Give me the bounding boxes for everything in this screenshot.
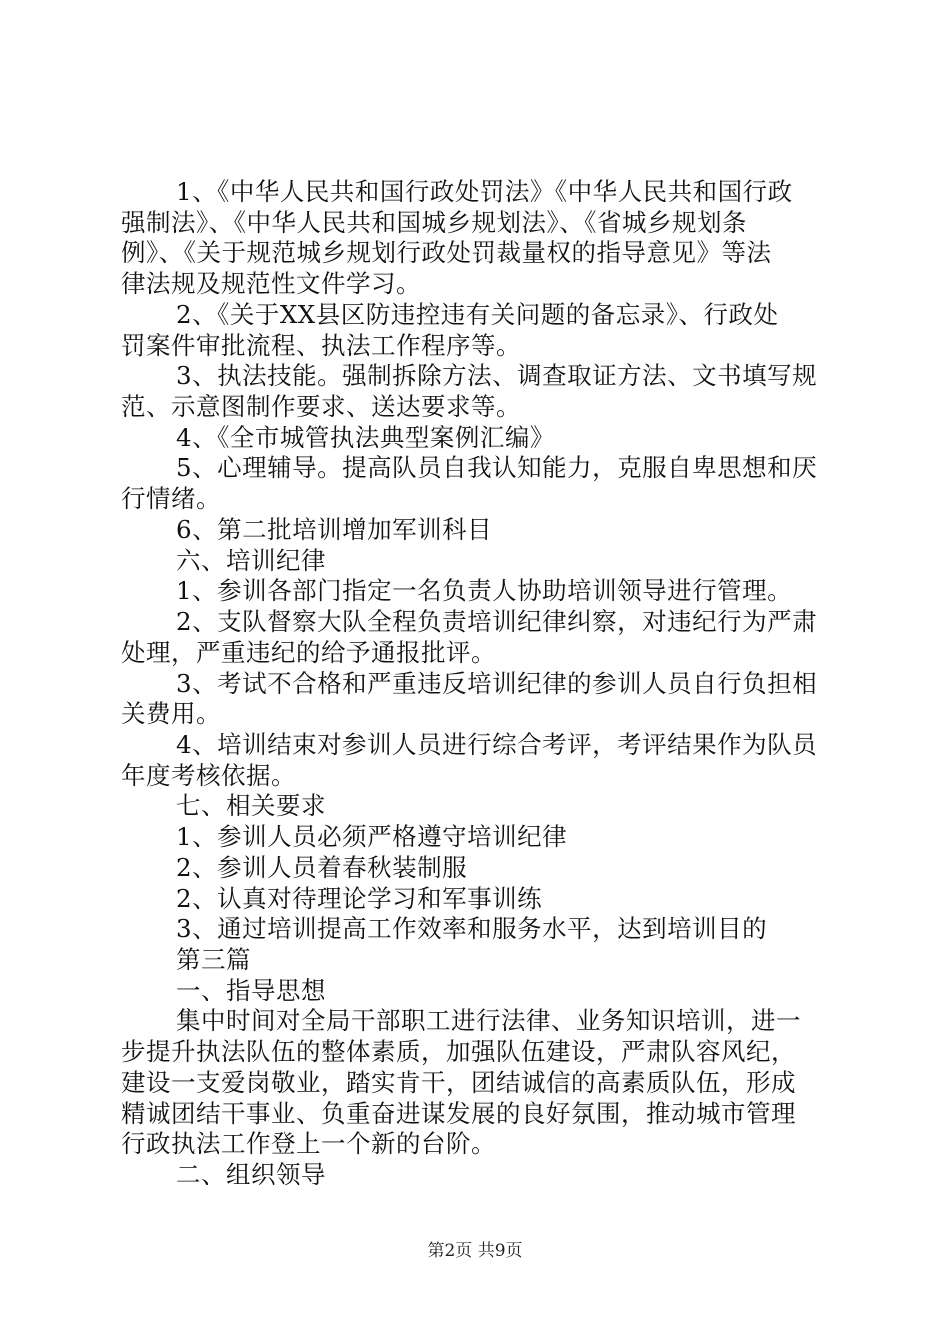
text-line: 集中时间对全局干部职工进行法律、业务知识培训，进一 <box>176 1006 801 1035</box>
text-line: 年度考核依据。 <box>121 761 296 790</box>
text-line: 2、《关于XX县区防违控违有关问题的备忘录》、行政处 <box>176 300 779 329</box>
text-line: 强制法》、《中华人民共和国城乡规划法》、《省城乡规划条 <box>121 208 747 237</box>
text-line: 1、参训各部门指定一名负责人协助培训领导进行管理。 <box>176 576 793 605</box>
text-line: 步提升执法队伍的整体素质，加强队伍建设，严肃队容风纪， <box>121 1037 796 1066</box>
text-line: 3、考试不合格和严重违反培训纪律的参训人员自行负担相 <box>176 669 818 698</box>
text-line: 1、参训人员必须严格遵守培训纪律 <box>176 822 568 851</box>
section-heading: 二、组织领导 <box>176 1160 326 1189</box>
text-line: 例》、《关于规范城乡规划行政处罚裁量权的指导意见》等法 <box>121 238 772 267</box>
text-line: 3、通过培训提高工作效率和服务水平，达到培训目的 <box>176 914 768 943</box>
section-heading: 一、指导思想 <box>176 976 326 1005</box>
text-line: 2、支队督察大队全程负责培训纪律纠察，对违纪行为严肃 <box>176 607 818 636</box>
text-line: 4、《全市城管执法典型案例汇编》 <box>176 423 555 452</box>
text-line: 2、认真对待理论学习和军事训练 <box>176 884 543 913</box>
text-line: 罚案件审批流程、执法工作程序等。 <box>121 331 521 360</box>
part-heading: 第三篇 <box>176 945 251 974</box>
text-line: 3、执法技能。强制拆除方法、调查取证方法、文书填写规 <box>176 361 818 390</box>
text-line: 行情绪。 <box>121 484 221 513</box>
text-line: 2、参训人员着春秋装制服 <box>176 853 468 882</box>
text-line: 5、心理辅导。提高队员自我认知能力，克服自卑思想和厌 <box>176 453 818 482</box>
text-line: 1、《中华人民共和国行政处罚法》《中华人民共和国行政 <box>176 177 793 206</box>
text-line: 范、示意图制作要求、送达要求等。 <box>121 392 521 421</box>
section-heading: 七、相关要求 <box>176 791 326 820</box>
text-line: 律法规及规范性文件学习。 <box>121 269 421 298</box>
text-line: 关费用。 <box>121 699 221 728</box>
text-line: 4、培训结束对参训人员进行综合考评，考评结果作为队员 <box>176 730 818 759</box>
text-line: 行政执法工作登上一个新的台阶。 <box>121 1129 496 1158</box>
page-footer: 第2页 共9页 <box>427 1241 523 1261</box>
text-line: 6、第二批培训增加军训科目 <box>176 515 493 544</box>
text-line: 处理，严重违纪的给予通报批评。 <box>121 638 496 667</box>
text-line: 精诚团结干事业、负重奋进谋发展的良好氛围，推动城市管理 <box>121 1099 796 1128</box>
section-heading: 六、培训纪律 <box>176 546 326 575</box>
text-line: 建设一支爱岗敬业，踏实肯干，团结诚信的高素质队伍，形成 <box>121 1068 796 1097</box>
